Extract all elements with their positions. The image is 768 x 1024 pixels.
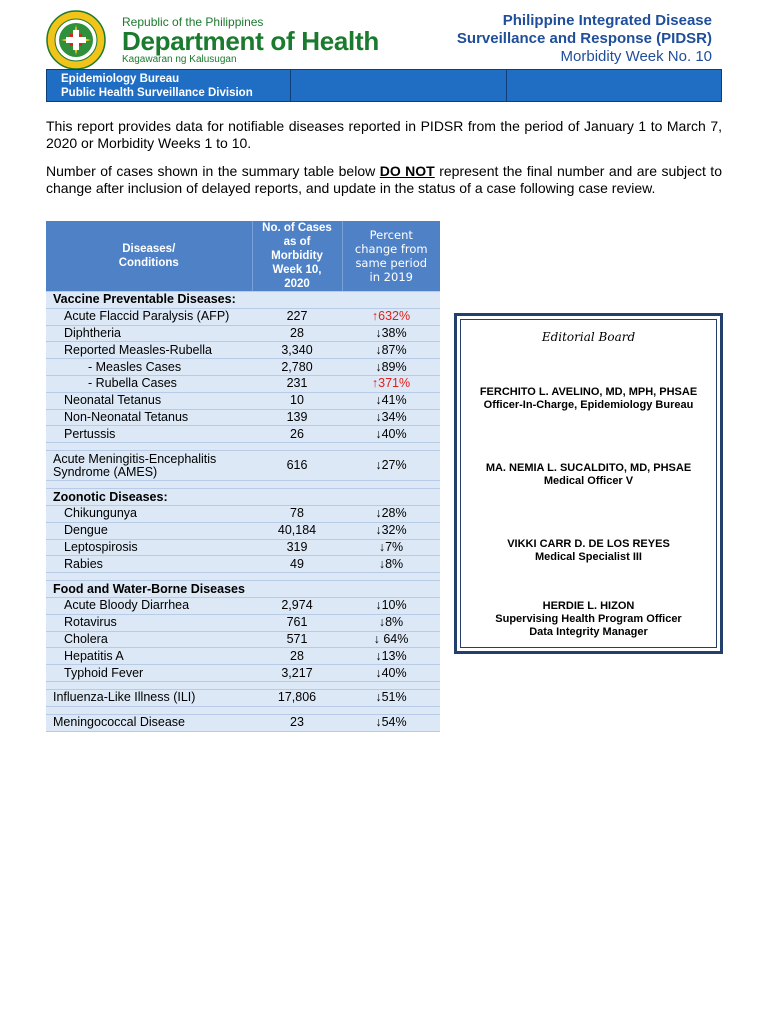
table-row: [46, 505, 440, 522]
pidsr-title-line1: Philippine Integrated Disease: [502, 12, 712, 29]
disease-name: - Rubella Cases: [46, 375, 252, 392]
percent-change: ↓89%: [342, 359, 440, 376]
case-count: 3,217: [252, 665, 342, 682]
percent-change: ↓10%: [342, 597, 440, 614]
table-row: [46, 631, 440, 648]
bar-empty-cell: [507, 70, 721, 101]
page-header: [46, 8, 722, 68]
department-motto: Kagawaran ng Kalusugan: [122, 54, 237, 65]
case-count: 40,184: [252, 522, 342, 539]
member-name: HERDIE L. HIZON: [542, 600, 635, 612]
department-name: Department of Health: [122, 26, 379, 56]
percent-change: ↓7%: [342, 539, 440, 556]
table-row: [46, 342, 440, 359]
board-member: [461, 538, 716, 564]
percent-change: ↓32%: [342, 522, 440, 539]
table-row: [46, 522, 440, 539]
disclaimer-text: Number of cases shown in the summary table below: [46, 163, 380, 179]
case-count: 78: [252, 505, 342, 522]
percent-change: ↓38%: [342, 325, 440, 342]
percent-change: ↓87%: [342, 342, 440, 359]
percent-change: ↓ 64%: [342, 631, 440, 648]
case-count: 28: [252, 648, 342, 665]
member-role: Data Integrity Manager: [529, 626, 648, 638]
case-count: 17,806: [252, 689, 342, 706]
case-count: 761: [252, 614, 342, 631]
board-member: [461, 600, 716, 639]
case-count: 319: [252, 539, 342, 556]
board-member: [461, 462, 716, 488]
percent-change: ↓13%: [342, 648, 440, 665]
division-cell: [47, 70, 291, 101]
disease-name: Pertussis: [46, 426, 252, 443]
percent-change: ↑371%: [342, 375, 440, 392]
disease-name: Non-Neonatal Tetanus: [46, 409, 252, 426]
table-row: [46, 375, 440, 392]
disease-name: Hepatitis A: [46, 648, 252, 665]
section-label: Vaccine Preventable Diseases:: [46, 292, 440, 309]
spacer-row: [46, 481, 440, 489]
spacer-row: [46, 681, 440, 689]
percent-change: ↑632%: [342, 308, 440, 325]
spacer-row: [46, 443, 440, 451]
case-count: 2,974: [252, 597, 342, 614]
column-header-disease: Diseases/ Conditions: [46, 221, 252, 292]
case-count: 3,340: [252, 342, 342, 359]
percent-change: ↓34%: [342, 409, 440, 426]
disease-name: Acute Meningitis-Encephalitis Syndrome (AMES): [46, 451, 252, 481]
member-role: Medical Specialist III: [535, 551, 642, 563]
table-row: [46, 392, 440, 409]
disease-name: - Measles Cases: [46, 359, 252, 376]
disease-name: Reported Measles-Rubella: [46, 342, 252, 359]
spacer-row: [46, 706, 440, 714]
doh-wordmark: [122, 15, 379, 65]
disclaimer-paragraph: [46, 163, 722, 197]
section-row: [46, 489, 440, 506]
percent-change: ↓41%: [342, 392, 440, 409]
member-name: VIKKI CARR D. DE LOS REYES: [507, 538, 670, 550]
case-count: 616: [252, 451, 342, 481]
intro-paragraph: This report provides data for notifiable diseases reported in PIDSR from the period of January 1 to March 7, 2020 or Morbidity Weeks 1 to 10.: [46, 118, 722, 151]
table-row: [46, 409, 440, 426]
table-row: [46, 689, 440, 706]
percent-change: ↓51%: [342, 689, 440, 706]
percent-change: ↓28%: [342, 505, 440, 522]
column-header-cases: No. of Cases as of Morbidity Week 10, 2020: [252, 221, 342, 292]
case-count: 26: [252, 426, 342, 443]
disease-name: Dengue: [46, 522, 252, 539]
editorial-board-title: Editorial Board: [541, 330, 636, 344]
percent-change: ↓8%: [342, 556, 440, 573]
section-row: [46, 292, 440, 309]
case-count: 23: [252, 714, 342, 731]
section-row: [46, 581, 440, 598]
table-row: [46, 308, 440, 325]
disease-name: Influenza-Like Illness (ILI): [46, 689, 252, 706]
member-role: Officer-In-Charge, Epidemiology Bureau: [483, 399, 694, 411]
republic-label: Republic of the Philippines: [122, 15, 264, 29]
table-row: [46, 451, 440, 481]
case-count: 139: [252, 409, 342, 426]
percent-change: ↓40%: [342, 665, 440, 682]
table-row: [46, 665, 440, 682]
disease-name: Typhoid Fever: [46, 665, 252, 682]
case-count: 10: [252, 392, 342, 409]
editorial-board: [454, 313, 723, 654]
disclaimer-text: represent the final number and are subject to change after inclusion of delayed reports, and update in the status of a case following case review.: [46, 163, 722, 196]
table-row: [46, 714, 440, 731]
table-row: [46, 359, 440, 376]
member-role: Supervising Health Program Officer: [495, 613, 682, 625]
disease-name: Rotavirus: [46, 614, 252, 631]
disease-name: Chikungunya: [46, 505, 252, 522]
pidsr-title-block: [457, 12, 712, 66]
disease-name: Rabies: [46, 556, 252, 573]
pidsr-title-line2: Surveillance and Response (PIDSR): [456, 30, 712, 47]
disease-name: Acute Flaccid Paralysis (AFP): [46, 308, 252, 325]
bar-empty-cell: [291, 70, 507, 101]
percent-change: ↓27%: [342, 451, 440, 481]
section-label: Food and Water-Borne Diseases: [46, 581, 440, 598]
member-role: Medical Officer V: [543, 475, 634, 487]
editorial-board-frame: [460, 319, 717, 648]
summary-table: [46, 221, 440, 732]
percent-change: ↓8%: [342, 614, 440, 631]
division-name: Public Health Surveillance Division: [61, 87, 253, 99]
case-count: 231: [252, 375, 342, 392]
column-header-percent-change: Percent change from same period in 2019: [342, 221, 440, 292]
board-member: [461, 386, 716, 412]
disease-name: Cholera: [46, 631, 252, 648]
case-count: 227: [252, 308, 342, 325]
disease-name: Diphtheria: [46, 325, 252, 342]
disease-name: Leptospirosis: [46, 539, 252, 556]
percent-change: ↓54%: [342, 714, 440, 731]
division-bar: [46, 69, 722, 102]
case-count: 28: [252, 325, 342, 342]
table-row: [46, 614, 440, 631]
case-count: 571: [252, 631, 342, 648]
table-row: [46, 325, 440, 342]
member-name: FERCHITO L. AVELINO, MD, MPH, PHSAE: [479, 386, 698, 398]
table-row: [46, 597, 440, 614]
disclaimer-emphasis: DO NOT: [379, 163, 435, 179]
case-count: 2,780: [252, 359, 342, 376]
disease-name: Neonatal Tetanus: [46, 392, 252, 409]
morbidity-week: Morbidity Week No. 10: [560, 48, 712, 65]
disease-name: Meningococcal Disease: [46, 714, 252, 731]
spacer-row: [46, 573, 440, 581]
table-row: [46, 539, 440, 556]
bureau-name: Epidemiology Bureau: [61, 73, 180, 85]
table-row: [46, 426, 440, 443]
doh-seal-logo: [46, 10, 114, 70]
case-count: 49: [252, 556, 342, 573]
table-row: [46, 648, 440, 665]
disease-name: Acute Bloody Diarrhea: [46, 597, 252, 614]
table-header: [46, 221, 440, 292]
member-name: MA. NEMIA L. SUCALDITO, MD, PHSAE: [485, 462, 692, 474]
section-label: Zoonotic Diseases:: [46, 489, 440, 506]
table-row: [46, 556, 440, 573]
percent-change: ↓40%: [342, 426, 440, 443]
